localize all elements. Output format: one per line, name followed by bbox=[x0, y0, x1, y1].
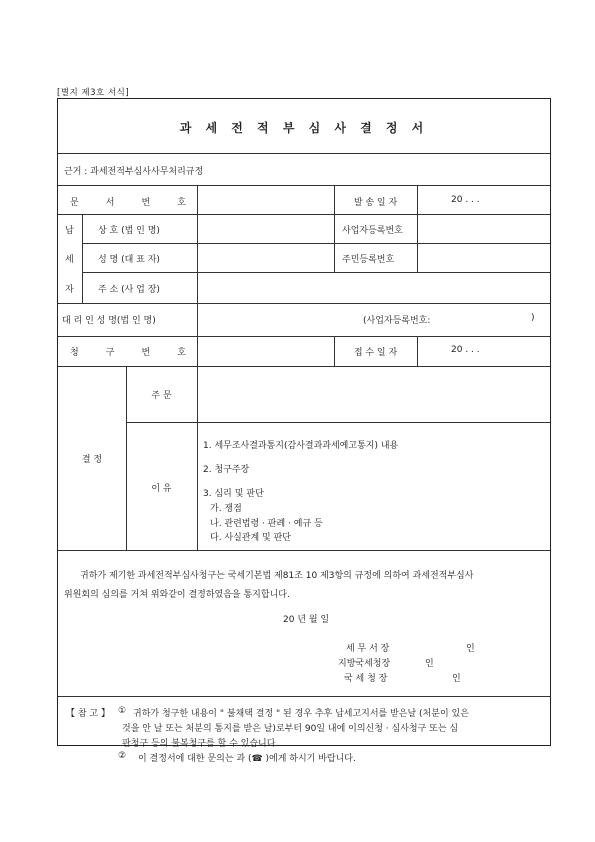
reason-item: 1. 세무조사결과통지(감사결과과세예고통지) 내용 bbox=[203, 441, 399, 451]
reference-item-mark: ① bbox=[118, 706, 127, 716]
divider bbox=[58, 336, 550, 337]
company-name-label: 상 호 (법 인 명) bbox=[98, 226, 160, 236]
divider bbox=[58, 366, 550, 367]
reason-item: 3. 심리 및 판단 bbox=[203, 489, 264, 499]
claim-number-label: 청 구 번 호 bbox=[70, 348, 186, 358]
divider bbox=[58, 214, 550, 215]
divider bbox=[197, 366, 198, 550]
divider bbox=[126, 422, 550, 423]
legal-basis: 근거 : 과세전적부심사사무처리규정 bbox=[64, 167, 204, 177]
divider bbox=[334, 243, 335, 272]
divider bbox=[58, 550, 550, 551]
reference-item-mark: ② bbox=[118, 751, 127, 761]
signer-title: 세 무 서 장 bbox=[346, 644, 390, 654]
notice-text: 위원회의 심의를 거쳐 위와같이 결정하였음을 통지합니다. bbox=[64, 590, 290, 600]
taxpayer-label-char: 세 bbox=[65, 255, 74, 265]
divider bbox=[197, 336, 198, 366]
divider bbox=[417, 243, 418, 272]
receipt-date-value: 20 . . . bbox=[451, 345, 480, 355]
decision-label: 결 정 bbox=[81, 455, 103, 465]
reference-text: 이 결정서에 대한 문의는 과 (☎ )에게 하시기 바랍니다. bbox=[138, 754, 356, 764]
reason-label: 이 유 bbox=[151, 484, 172, 494]
decision-form bbox=[57, 98, 551, 764]
divider bbox=[82, 272, 550, 273]
doc-number-label: 문 서 번 호 bbox=[70, 198, 186, 208]
reference-label: 【 참 고 】 bbox=[66, 709, 110, 719]
seal-mark: 인 bbox=[466, 644, 475, 654]
signer-title: 국 세 청 장 bbox=[344, 674, 388, 684]
taxpayer-label-char: 납 bbox=[65, 226, 74, 236]
form-number-label: [별지 제3호 서식] bbox=[57, 88, 130, 98]
divider bbox=[417, 185, 418, 243]
reason-subitem: 가. 쟁점 bbox=[210, 504, 242, 514]
reference-text: 것을 안 날 또는 처분의 통지를 받은 날)로부터 90일 내에 이의신청 · 심사청구 또는 심 bbox=[122, 724, 459, 734]
reason-item: 2. 청구주장 bbox=[203, 465, 250, 475]
taxpayer-label-char: 자 bbox=[65, 285, 74, 295]
resident-no-label: 주민등록번호 bbox=[342, 255, 395, 265]
biz-reg-no-label: 사업자등록번호 bbox=[342, 226, 403, 236]
reason-subitem: 나. 관련법령 · 판례 · 예규 등 bbox=[210, 519, 323, 529]
rep-name-label: 성 명 (대 표 자) bbox=[98, 255, 160, 265]
reason-subitem: 다. 사실관계 및 판단 bbox=[210, 533, 291, 543]
seal-mark: 인 bbox=[452, 674, 461, 684]
agent-biz-no-close: ) bbox=[531, 313, 535, 323]
divider bbox=[82, 243, 550, 244]
form-title: 과 세 전 적 부 심 사 결 정 서 bbox=[179, 121, 429, 135]
reference-text: 판청구 등의 불복청구를 할 수 있습니다. bbox=[122, 739, 279, 749]
signer-title: 지방국세청장 bbox=[338, 659, 391, 669]
notice-text: 귀하가 제기한 과세전적부심사청구는 국세기본법 제81조 10 제3항의 규정에 의하여 과세전적부심사 bbox=[80, 571, 474, 581]
divider bbox=[82, 214, 83, 303]
divider bbox=[58, 153, 550, 154]
divider bbox=[417, 336, 418, 366]
notice-date: 20 년 월 일 bbox=[283, 615, 330, 625]
agent-label: 대 리 인 성 명(법 인 명) bbox=[62, 316, 156, 326]
receipt-date-label: 접 수 일 자 bbox=[353, 348, 398, 358]
divider bbox=[58, 185, 550, 186]
send-date-label: 발 송 일 자 bbox=[353, 198, 398, 208]
divider bbox=[334, 185, 335, 243]
address-label: 주 소 (사 업 장) bbox=[98, 285, 160, 295]
send-date-value: 20 . . . bbox=[451, 195, 480, 205]
divider bbox=[197, 185, 198, 336]
main-order-label: 주 문 bbox=[151, 391, 172, 401]
reference-text: 귀하가 청구한 내용이 " 불채택 결정 " 된 경우 추후 납세고지서를 받은날 (처분이 있은 bbox=[133, 709, 469, 719]
seal-mark: 인 bbox=[425, 659, 434, 669]
agent-biz-no-label: (사업자등록번호: bbox=[363, 316, 431, 326]
divider bbox=[58, 303, 550, 304]
divider bbox=[58, 696, 550, 697]
